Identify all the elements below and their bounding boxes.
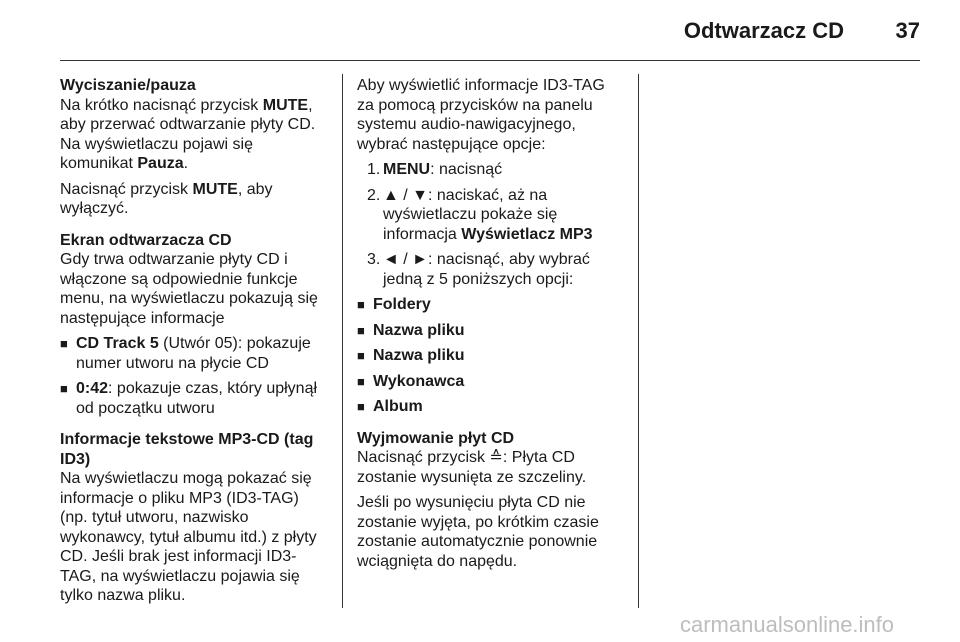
paragraph-mute-1: Na krótko nacisnąć przycisk MUTE, aby przerwać odtwarzanie płyty CD. Na wyświetlaczu pojawi się komunikat Pauza. (60, 96, 316, 172)
bullet-icon: ■ (357, 373, 365, 389)
page-title: Odtwarzacz CD (683, 18, 844, 43)
bullet-icon: ■ (60, 336, 68, 351)
column-divider-left (342, 74, 343, 608)
bullet-icon: ■ (357, 322, 365, 338)
list-item: ■ 0:42: pokazuje czas, który upłynął od początku utworu (60, 380, 318, 417)
page-header (60, 0, 920, 61)
page-number: 37 (895, 18, 920, 43)
list-item: ■ Wykonawca (357, 372, 465, 390)
bullet-icon: ■ (357, 399, 365, 414)
heading-eject: Wyjmowanie płyt CD (357, 429, 515, 447)
bullet-icon: ■ (357, 348, 365, 363)
bullet-icon: ■ (357, 297, 365, 312)
paragraph-mute-2: Nacisnąć przycisk MUTE, aby wyłączyć. (60, 180, 273, 217)
heading-cd-screen: Ekran odtwarzacza CD (60, 231, 232, 249)
column-left (60, 76, 328, 612)
numbered-step: 1. MENU: nacisnąć (367, 161, 503, 178)
watermark: carmanualsonline.info (680, 612, 895, 637)
heading-id3: Informacje tekstowe MP3-CD (tag ID3) (60, 431, 314, 468)
paragraph-intro: Aby wyświetlić informacje ID3-TAG za pomocą przycisków na panelu systemu audio-nawigacyjnego, wybrać następujące opcje: (357, 77, 605, 153)
paragraph-eject-2: Jeśli po wysunięciu płyta CD nie zostanie wyjęta, po krótkim czasie zostanie automatycznie ponownie wciągnięta do napędu. (357, 494, 599, 570)
column-divider-right (638, 74, 639, 608)
list-item: ■ Nazwa pliku (357, 321, 465, 339)
paragraph-cd-screen: Gdy trwa odtwarzanie płyty CD i włączone są odpowiednie funkcje menu, na wyświetlaczu pokazują się następujące informacje (60, 251, 318, 327)
eject-icon: ≙ (489, 449, 503, 466)
column-middle (357, 76, 625, 577)
list-item: ■ Nazwa pliku (357, 347, 465, 364)
numbered-step: 3. ◄ / ►: nacisnąć, aby wybrać jedną z 5 poniższych opcji: (367, 251, 590, 288)
list-item: ■ CD Track 5 (Utwór 05): pokazuje numer utworu na płycie CD (60, 335, 311, 372)
list-item: ■ Album (357, 398, 423, 415)
list-item: ■ Foldery (357, 296, 431, 313)
bullet-icon: ■ (60, 381, 68, 396)
numbered-step: 2. ▲ / ▼: naciskać, aż na wyświetlaczu pokaże się informacja Wyświetlacz MP3 (367, 186, 593, 243)
paragraph-id3: Na wyświetlaczu mogą pokazać się informacje o pliku MP3 (ID3-TAG) (np. tytuł utworu, nazwisko wykonawcy, tytuł albumu itd.) z płyty CD. Jeśli brak jest informacji ID3-TAG, na wyświetlaczu pojawia się tylko nazwa pliku. (60, 470, 317, 604)
paragraph-eject-1: Nacisnąć przycisk ≙: Płyta CD zostanie wysunięta ze szczeliny. (357, 449, 587, 486)
heading-mute: Wyciszanie/pauza (60, 77, 196, 94)
